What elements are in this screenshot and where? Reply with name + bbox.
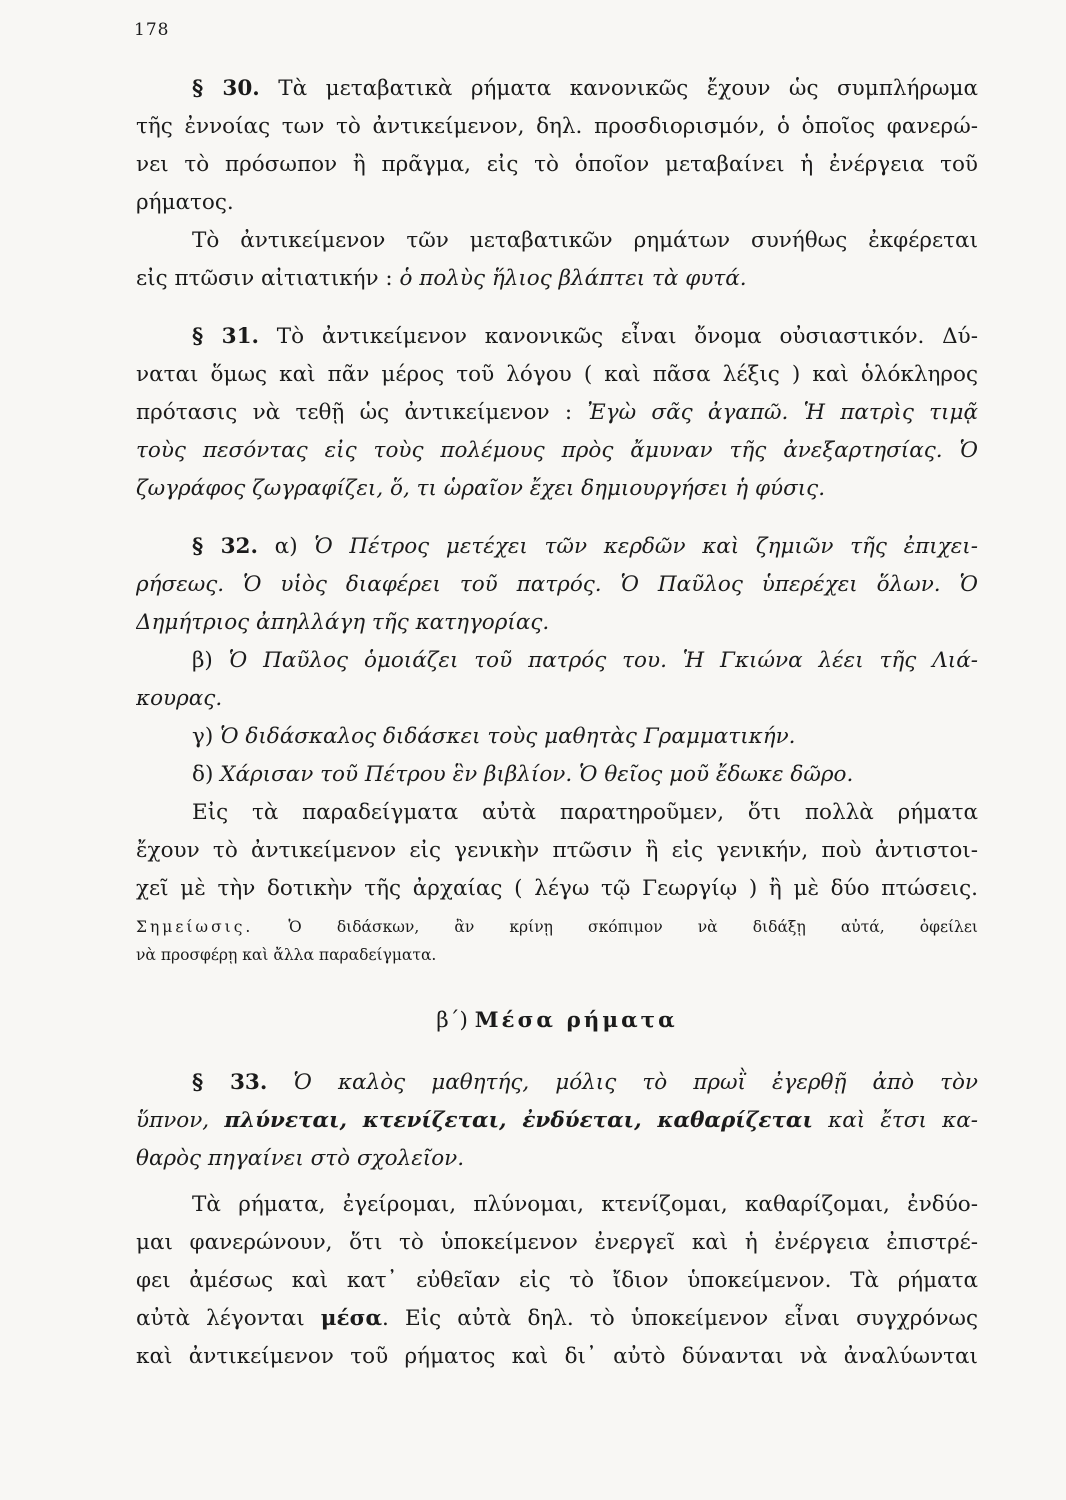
s31-line-2: ναται ὅμως καὶ πᾶν μέρος τοῦ λόγου ( καὶ πᾶσα λέξις ) καὶ ὁλόκληρος [136,362,978,387]
section-33-marker: § 33. [192,1070,268,1095]
s32-line-9: ἔχουν τὸ ἀντικείμενον εἰς γενικὴν πτῶσιν ἢ εἰς γενικήν, ποὺ ἀντιστοι- [136,838,978,863]
s32-line-3: Δημήτριος ἀπηλλάγη τῆς κατηγορίας. [136,610,550,635]
section-31-marker: § 31. [192,324,260,349]
s33-p2-line-4 [136,1300,978,1338]
s33-line-2 [136,1102,978,1140]
s30-line-1 [136,70,978,108]
s31-line-5: ζωγράφος ζωγραφίζει, ὅ, τι ὡραῖον ἔχει δημιουργήσει ἡ φύσις. [136,476,826,501]
s33-p2-text-4c: . Εἰς αὐτὰ δηλ. τὸ ὑποκείμενον εἶναι συγχρόνως [382,1306,978,1331]
section-heading [136,1002,978,1040]
s32-line-8: Εἰς τὰ παραδείγματα αὐτὰ παρατηροῦμεν, ὅτι πολλὰ ρήματα [192,800,978,825]
s32-text-7b: Χάρισαν τοῦ Πέτρου ἓν βιβλίον. Ὁ θεῖος μοῦ ἔδωκε δῶρο. [220,762,854,787]
s31-text-3a: πρότασις νὰ τεθῇ ὡς ἀντικείμενον : [136,400,588,425]
s32-label-a: α) [274,534,315,559]
s33-p2-line-5: καὶ ἀντικείμενον τοῦ ρήματος καὶ δι᾽ αὐτὸ δύνανται νὰ ἀναλύωνται [136,1344,978,1369]
s32-text-1b: Ὁ Πέτρος μετέχει τῶν κερδῶν καὶ ζημιῶν τῆς ἐπιχει- [314,534,978,559]
s30-text-1: Τὰ μεταβατικὰ ρήματα κανονικῶς ἔχουν ὡς συμπλήρωμα [278,76,978,101]
s33-p2-line-2: μαι φανερώνουν, ὅτι τὸ ὑποκείμενον ἐνεργεῖ καὶ ἡ ἐνέργεια ἐπιστρέ- [136,1230,978,1255]
note-line-1 [136,913,978,941]
s31-example-1: Ἐγὼ σᾶς ἀγαπῶ. Ἡ πατρὶς τιμᾷ [587,400,978,425]
section-32-marker: § 32. [192,534,258,559]
s33-line-3: θαρὸς πηγαίνει στὸ σχολεῖον. [136,1146,465,1171]
s33-text-2c: καὶ ἔτσι κα- [812,1108,978,1133]
note-line-2: νὰ προσφέρῃ καὶ ἄλλα παραδείγματα. [136,946,437,964]
s33-line-1 [136,1064,978,1102]
s30-line-6 [136,260,978,298]
s30-line-2: τῆς ἐννοίας των τὸ ἀντικείμενον, δηλ. προσδιορισμόν, ὁ ὁποῖος φανερώ- [136,114,978,139]
s32-text-6b: Ὁ διδάσκαλος διδάσκει τοὺς μαθητὰς Γραμματικήν. [220,724,796,749]
s32-label-b: β) [192,648,229,673]
s32-line-6 [136,718,978,756]
term-mesa: μέσα [320,1306,382,1331]
note-label: Σημείωσις. [136,918,254,936]
s33-text-1: Ὁ καλὸς μαθητής, μόλις τὸ πρωῒ ἐγερθῇ ἀπὸ τὸν [293,1070,978,1095]
s33-text-2a: ὕπνον, [136,1108,225,1133]
section-30-marker: § 30. [192,76,260,101]
s31-line-1 [136,318,978,356]
s31-line-4: τοὺς πεσόντας εἰς τοὺς πολέμους πρὸς ἄμυναν τῆς ἀνεξαρτησίας. Ὁ [136,438,978,463]
s32-line-10: χεῖ μὲ τὴν δοτικὴν τῆς ἀρχαίας ( λέγω τῷ Γεωργίῳ ) ἢ μὲ δύο πτώσεις. [136,876,978,901]
s32-text-4b: Ὁ Παῦλος ὁμοιάζει τοῦ πατρός του. Ἡ Γκιώνα λέει τῆς Λιά- [228,648,978,673]
s30-example: ὁ πολὺς ἥλιος βλάπτει τὰ φυτά. [399,266,747,291]
s32-line-5: κουρας. [136,686,223,711]
s33-p2-text-4a: αὐτὰ λέγονται [136,1306,321,1331]
heading-title: Μέσα ρήματα [474,1008,678,1033]
s31-text-1: Τὸ ἀντικείμενον κανονικῶς εἶναι ὄνομα οὐσιαστικόν. Δύ- [276,324,978,349]
s33-middle-verbs: πλύνεται, κτενίζεται, ἐνδύεται, καθαρίζεται [224,1108,813,1133]
s33-p2-line-3: φει ἀμέσως καὶ κατ᾽ εὐθεῖαν εἰς τὸ ἴδιον ὑποκείμενον. Τὰ ρήματα [136,1268,978,1293]
s30-line-4: ρήματος. [136,190,234,215]
s30-line-5: Τὸ ἀντικείμενον τῶν μεταβατικῶν ρημάτων συνήθως ἐκφέρεται [192,228,978,253]
s33-p2-line-1: Τὰ ρήματα, ἐγείρομαι, πλύνομαι, κτενίζομαι, καθαρίζομαι, ἐνδύο- [192,1192,978,1217]
s32-line-1 [136,528,978,566]
s30-text-6a: εἰς πτῶσιν αἰτιατικήν : [136,266,400,291]
s32-label-d: δ) [192,762,221,787]
s32-line-4 [136,642,978,680]
heading-prefix: β΄) [436,1008,475,1033]
s31-line-3 [136,394,978,432]
s32-label-c: γ) [192,724,221,749]
s32-line-7 [136,756,978,794]
s30-line-3: νει τὸ πρόσωπον ἢ πρᾶγμα, εἰς τὸ ὁποῖον μεταβαίνει ἡ ἐνέργεια τοῦ [136,152,978,177]
note-text-1: Ὁ διδάσκων, ἂν κρίνῃ σκόπιμον νὰ διδάξῃ αὐτά, ὀφείλει [288,918,978,936]
s32-line-2: ρήσεως. Ὁ υἱὸς διαφέρει τοῦ πατρός. Ὁ Παῦλος ὑπερέχει ὅλων. Ὁ [136,572,978,597]
page-number: 178 [134,20,170,40]
